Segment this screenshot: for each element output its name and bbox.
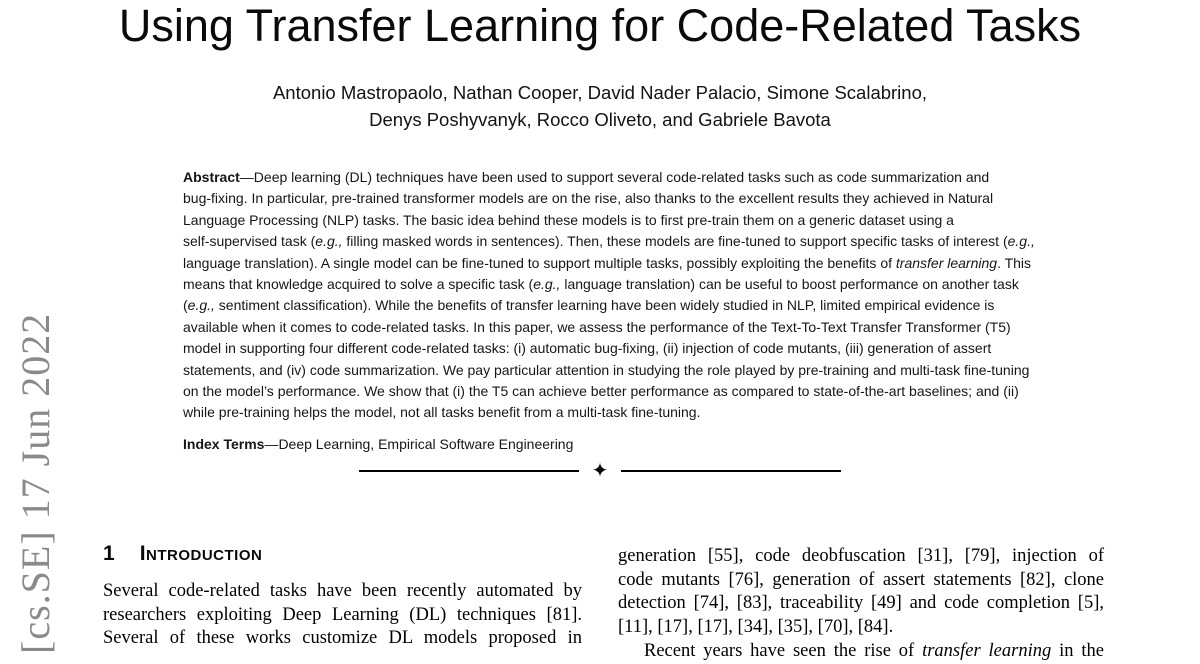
text-line: Several of these works customize DL models proposed in <box>103 628 582 649</box>
paper-title: Using Transfer Learning for Code-Related Tasks <box>118 0 1082 51</box>
text-line: available when it comes to code-related tasks. In this paper, we assess the performance of the Text-To-Text Transfer Transformer (T5) <box>183 318 1011 335</box>
text-line: means that knowledge acquired to solve a specific task (e.g., language translation) can be useful to boost performance on another task <box>183 276 1019 293</box>
text-line: (e.g., sentiment classification). While the benefits of transfer learning have been widely studied in NLP, limited empirical evidence is <box>183 297 995 314</box>
intro-column-right <box>618 545 1104 664</box>
text-line: bug-fixing. In particular, pre-trained transformer models are on the rise, also thanks to the excellent results they achieved in Natural <box>183 190 994 207</box>
arxiv-sidebar-label: [cs.SE] 17 Jun 2022 <box>13 312 58 654</box>
text-line: model in supporting four different code-related tasks: (i) automatic bug-fixing, (ii) injection of code mutants, (iii) generation of assert <box>183 340 992 357</box>
section-separator <box>0 461 1200 481</box>
text-line: Language Processing (NLP) tasks. The basic idea behind these models is to first pre-train them on a generic dataset using a <box>183 211 954 228</box>
section-heading-introduction <box>103 542 262 566</box>
index-terms: Index Terms—Deep Learning, Empirical Software Engineering <box>183 436 574 452</box>
text-line: self-supervised task (e.g., filling masked words in sentences). Then, these models are fine-tuned to support specific tasks of interest (e.g., <box>183 233 1035 250</box>
text-line: researchers exploiting Deep Learning (DL) techniques [81]. <box>103 604 582 625</box>
text-line: while pre-training helps the model, not all tasks benefit from a multi-task fine-tuning. <box>183 404 701 421</box>
separator-rule-right <box>621 470 841 472</box>
authors-line-1: Antonio Mastropaolo, Nathan Cooper, David Nader Palacio, Simone Scalabrino, <box>272 82 928 103</box>
text-line: [11], [17], [17], [34], [35], [70], [84]. <box>618 617 894 638</box>
text-line: detection [74], [83], traceability [49] and code completion [5], <box>618 593 1104 614</box>
diamond-icon: ✦ <box>591 460 609 482</box>
author-block <box>0 79 1200 133</box>
intro-column-left <box>103 580 582 651</box>
text-line: language translation). A single model can be fine-tuned to support multiple tasks, possibly exploiting the benefits of transfer learning. This <box>183 254 1032 271</box>
separator-rule-left <box>359 470 579 472</box>
text-line: statements, and (iv) code summarization. We pay particular attention in studying the role played by pre-training and multi-task fine-tuning <box>183 361 1030 378</box>
abstract-block <box>183 167 1055 424</box>
section-title: Introduction <box>139 542 263 565</box>
authors-line-2: Denys Poshyvanyk, Rocco Oliveto, and Gabriele Bavota <box>369 109 831 130</box>
text-line: code mutants [76], generation of assert statements [82], clone <box>618 569 1104 590</box>
text-line: generation [55], code deobfuscation [31], [79], injection of <box>618 546 1104 566</box>
section-number: 1 <box>103 542 115 565</box>
text-line: Several code-related tasks have been recently automated by <box>103 581 582 601</box>
text-line: on the model’s performance. We show that (i) the T5 can achieve better performance as compared to state-of-the-art baselines; and (ii) <box>183 383 1019 400</box>
text-line: Abstract—Deep learning (DL) techniques have been used to support several code-related tasks such as code summarization and <box>183 169 990 185</box>
text-line: Recent years have seen the rise of transfer learning in the <box>644 640 1105 661</box>
